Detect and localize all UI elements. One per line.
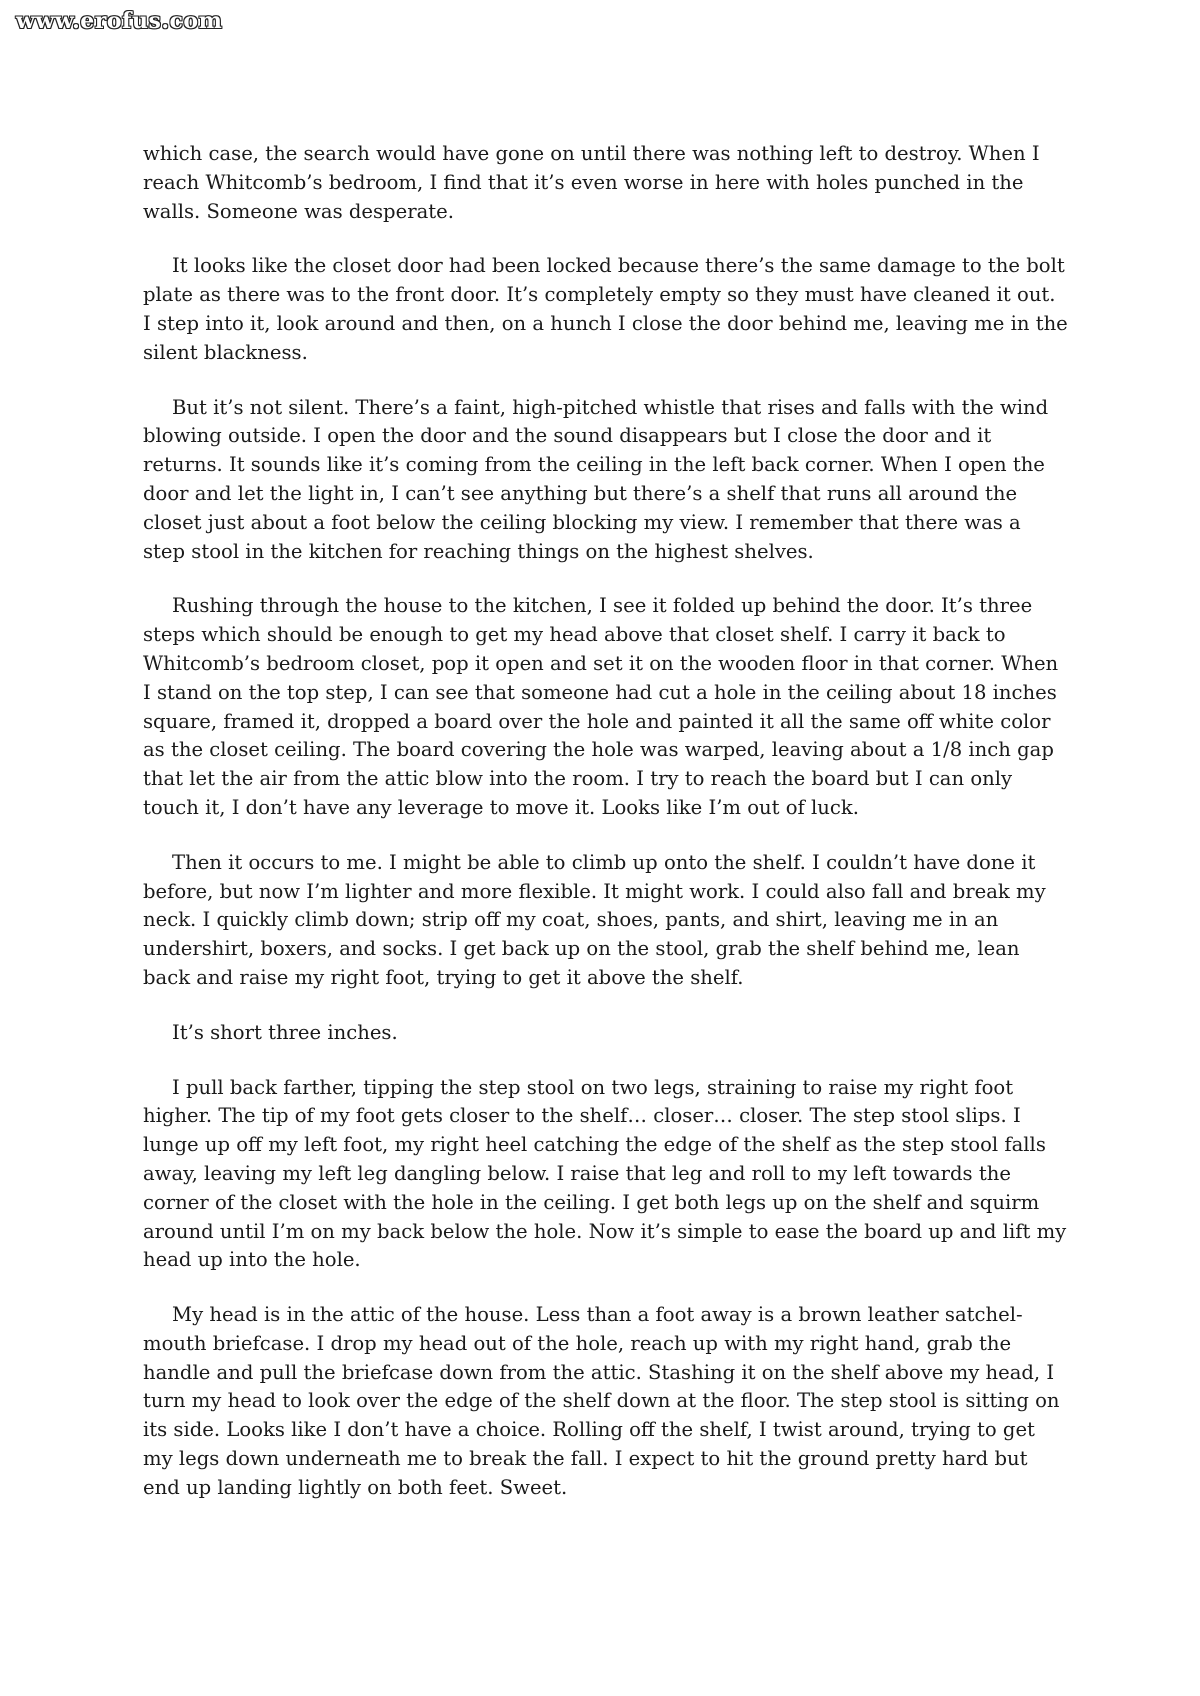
site-watermark: www.erofus.com (16, 8, 223, 34)
page-body (143, 140, 1068, 1529)
paragraph-2: It looks like the closet door had been locked because there’s the same damage to the bolt plate as there was to the front door. It’s completely empty so they must have cleaned it out. I step into it, look around and then, on a hunch I close the door behind me, leaving me in the silent blackness. (143, 254, 1068, 364)
paragraph-3: But it’s not silent. There’s a faint, high-pitched whistle that rises and falls with the wind blowing outside. I open the door and the sound disappears but I close the door and it returns. It sounds like it’s coming from the ceiling in the left back corner. When I open the door and let the light in, I can’t see anything but there’s a shelf that runs all around the closet just about a foot below the ceiling blocking my view. I remember that there was a step stool in the kitchen for reaching things on the highest shelves. (143, 395, 1049, 563)
paragraph-1: which case, the search would have gone on until there was nothing left to destroy. When I reach Whitcomb’s bedroom, I find that it’s even worse in here with holes punched in the walls. Someone was desperate. (143, 142, 1040, 223)
paragraph-4: Rushing through the house to the kitchen, I see it folded up behind the door. It’s three steps which should be enough to get my head above that closet shelf. I carry it back to Whitcomb’s bedroom closet, pop it open and set it on the wooden floor in that corner. When I stand on the top step, I can see that someone had cut a hole in the ceiling about 18 inches square, framed it, dropped a board over the hole and painted it all the same off white color as the closet ceiling. The board covering the hole was warped, leaving about a 1/8 inch gap that let the air from the attic blow into the room. I try to reach the board but I can only touch it, I don’t have any leverage to move it. Looks like I’m out of luck. (143, 594, 1059, 819)
paragraph-5: Then it occurs to me. I might be able to climb up onto the shelf. I couldn’t have done it before, but now I’m lighter and more flexible. It might work. I could also fall and break my neck. I quickly climb down; strip off my coat, shoes, pants, and shirt, leaving me in an undershirt, boxers, and socks. I get back up on the stool, grab the shelf behind me, lean back and raise my right foot, trying to get it above the shelf. (143, 850, 1046, 989)
paragraph-7: I pull back farther, tipping the step stool on two legs, straining to raise my right foot higher. The tip of my foot gets closer to the shelf… closer… closer. The step stool slips. I lunge up off my left foot, my right heel catching the edge of the shelf as the step stool falls away, leaving my left leg dangling below. I raise that leg and roll to my left towards the corner of the closet with the hole in the ceiling. I get both legs up on the shelf and squirm around until I’m on my back below the hole. Now it’s simple to ease the board up and lift my head up into the hole. (143, 1075, 1067, 1272)
paragraph-8: My head is in the attic of the house. Less than a foot away is a brown leather satchel-mouth briefcase. I drop my head out of the hole, reach up with my right hand, grab the handle and pull the briefcase down from the attic. Stashing it on the shelf above my head, I turn my head to look over the edge of the shelf down at the floor. The step stool is sitting on its side. Looks like I don’t have a choice. Rolling off the shelf, I twist around, trying to get my legs down underneath me to break the fall. I expect to hit the ground pretty hard but end up landing lightly on both feet. Sweet. (143, 1303, 1060, 1499)
paragraph-6: It’s short three inches. (172, 1020, 398, 1044)
